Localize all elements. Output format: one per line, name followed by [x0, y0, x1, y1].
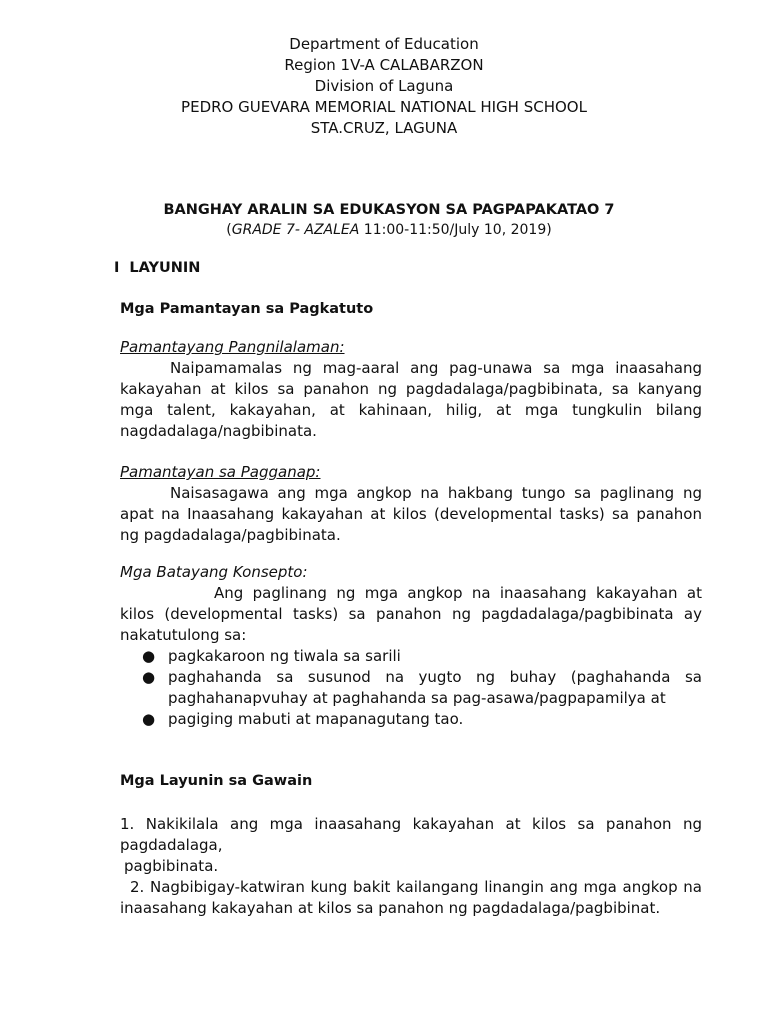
lesson-plan-title: BANGHAY ARALIN SA EDUKASYON SA PAGPAPAKATAO 7: [163, 202, 615, 218]
bullet-text: pagkakaroon ng tiwala sa sarili: [168, 647, 401, 665]
layunin-item-2: 2. Nagbibigay-katwiran kung bakit kailangang linangin ang mga angkop na inaasahang kakayahan at kilos sa panahon ng pagdadalaga/pagbibinat.: [120, 878, 702, 917]
list-item: [120, 709, 702, 730]
bullet-text: paghahanda sa susunod na yugto ng buhay (paghahanda sa paghahanapvuhay at paghahanda sa pag-asawa/pagpapamilya at: [168, 668, 702, 707]
header-address: STA.CRUZ, LAGUNA: [310, 119, 458, 137]
header-department: Department of Education: [289, 35, 479, 53]
bullet-text: pagiging mabuti at mapanagutang tao.: [168, 710, 464, 728]
pamantayan-heading: Mga Pamantayan sa Pagkatuto: [120, 301, 374, 317]
layunin-item-1-continuation: pagbibinata.: [124, 857, 219, 875]
section-number: I: [114, 260, 120, 276]
subtitle-schedule: 11:00-11:50/July 10, 2019): [359, 222, 552, 238]
subtitle-grade: GRADE 7- AZALEA: [231, 222, 360, 238]
batayang-bullet-list: [120, 646, 702, 730]
header-school: PEDRO GUEVARA MEMORIAL NATIONAL HIGH SCHOOL: [181, 98, 587, 116]
pangnilalaman-label: Pamantayang Pangnilalaman:: [120, 338, 345, 356]
list-item: [120, 667, 702, 709]
header-region: Region 1V-A CALABARZON: [284, 56, 484, 74]
bullet-icon: ●: [142, 668, 156, 686]
section-heading: [114, 260, 200, 276]
list-item: [120, 646, 702, 667]
layunin-heading: Mga Layunin sa Gawain: [120, 773, 313, 789]
lesson-plan-subtitle: [0, 222, 768, 238]
bullet-icon: ●: [142, 647, 156, 665]
pagganap-text: Naisasagawa ang mga angkop na hakbang tungo sa paglinang ng apat na Inaasahang kakayahan at kilos (developmental tasks) sa panahon ng pagdadalaga/pagbibinata.: [120, 484, 702, 544]
pagganap-label: Pamantayan sa Pagganap:: [120, 463, 321, 481]
pangnilalaman-text: Naipamamalas ng mag-aaral ang pag-unawa sa mga inaasahang kakayahan at kilos sa panahon ng pagdadalaga/pagbibinata, sa kanyang mga talent, kakayahan, at kahinaan, hilig, at mga tungkulin bilang nagdadalaga/nagbibinata.: [120, 359, 702, 440]
batayang-label: Mga Batayang Konsepto:: [120, 563, 308, 581]
header-division: Division of Laguna: [314, 77, 454, 95]
subtitle-open: (: [226, 222, 232, 238]
batayang-text: Ang paglinang ng mga angkop na inaasahang kakayahan at kilos (developmental tasks) sa panahon ng pagdadalaga/pagbibinata ay nakatutulong sa:: [120, 584, 702, 644]
school-header: [0, 34, 768, 139]
layunin-item-1: 1. Nakikilala ang mga inaasahang kakayahan at kilos sa panahon ng pagdadalaga,: [120, 815, 702, 854]
bullet-icon: ●: [142, 710, 156, 728]
section-label: LAYUNIN: [129, 260, 201, 276]
